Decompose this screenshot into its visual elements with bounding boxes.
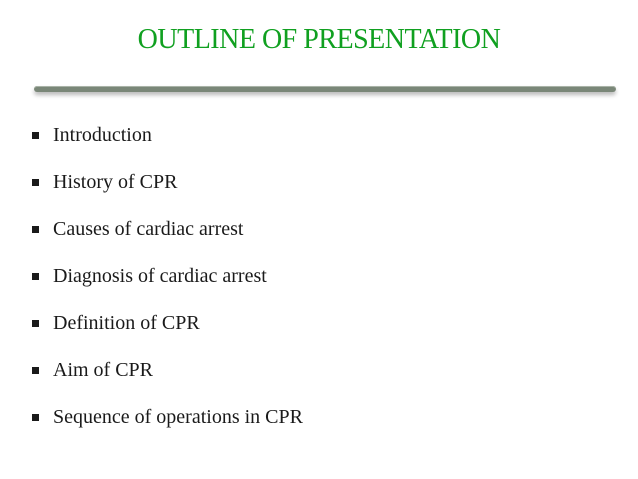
- list-item: [32, 309, 303, 356]
- bullet-text: Causes of cardiac arrest: [53, 218, 244, 240]
- list-item: [32, 215, 303, 262]
- square-bullet-icon: [32, 414, 39, 421]
- square-bullet-icon: [32, 179, 39, 186]
- slide-title: OUTLINE OF PRESENTATION: [137, 24, 501, 55]
- title-divider: [34, 86, 616, 92]
- square-bullet-icon: [32, 132, 39, 139]
- square-bullet-icon: [32, 320, 39, 327]
- list-item: [32, 356, 303, 403]
- list-item: [32, 121, 303, 168]
- bullet-list: [32, 121, 303, 450]
- list-item: [32, 168, 303, 215]
- square-bullet-icon: [32, 367, 39, 374]
- bullet-text: Aim of CPR: [53, 359, 154, 381]
- bullet-text: History of CPR: [53, 171, 178, 193]
- list-item: [32, 262, 303, 309]
- bullet-text: Definition of CPR: [53, 312, 200, 334]
- square-bullet-icon: [32, 226, 39, 233]
- square-bullet-icon: [32, 273, 39, 280]
- bullet-text: Diagnosis of cardiac arrest: [53, 265, 267, 287]
- bullet-text: Sequence of operations in CPR: [53, 406, 303, 428]
- list-item: [32, 403, 303, 450]
- bullet-text: Introduction: [53, 124, 152, 146]
